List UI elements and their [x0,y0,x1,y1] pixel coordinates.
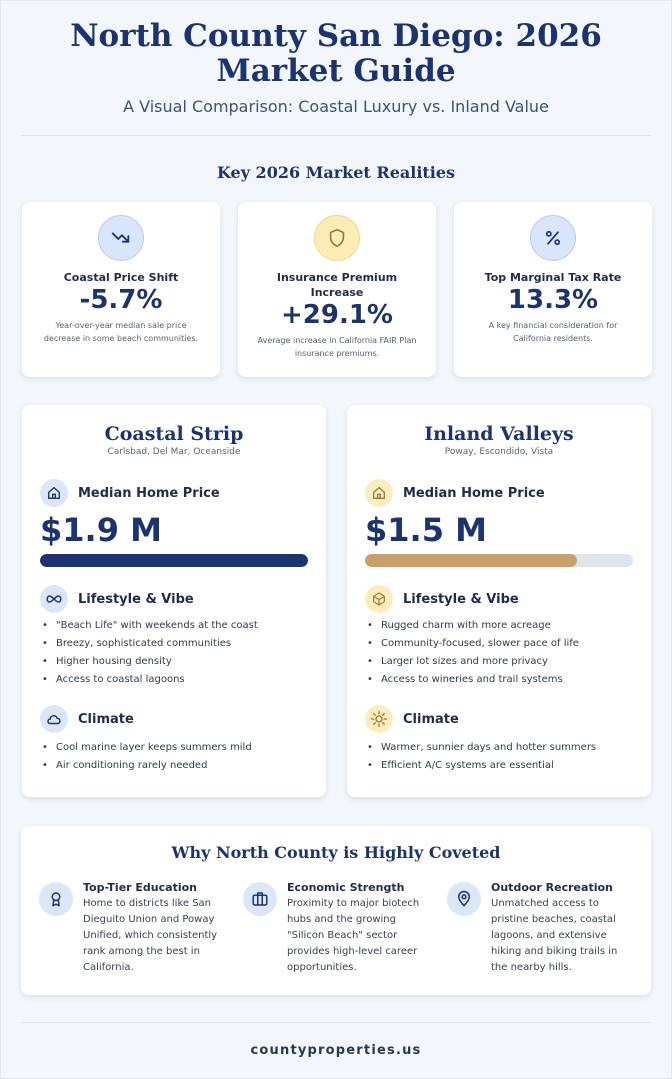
infinity-icon [40,585,68,613]
briefcase-icon [243,882,277,916]
median-price: $1.9 M [40,511,162,549]
header-divider [21,135,651,136]
mountain-icon [365,585,393,613]
list-item: • Higher housing density [42,653,326,671]
lifestyle-label: Lifestyle & Vibe [403,591,519,607]
list-item: • Access to coastal lagoons [42,671,326,689]
title-line-2: Market Guide [216,53,456,89]
list-item: • Warmer, sunnier days and hotter summers [367,739,651,757]
price-bar-track [40,554,308,567]
lifestyle-label: Lifestyle & Vibe [78,591,194,607]
lifestyle-heading [22,585,326,613]
lifestyle-list [22,617,326,689]
header [1,1,671,116]
price-bar-fill [40,554,308,567]
realities-title: Key 2026 Market Realities [216,163,456,182]
list-item: • Air conditioning rarely needed [42,757,326,775]
region-card-coastal [22,405,326,797]
trending-down-icon [98,215,144,261]
footer-divider [21,1022,651,1023]
lifestyle-list [347,617,651,689]
stat-card-tax-rate [454,202,652,377]
why-title: Why North County is Highly Coveted [171,843,501,862]
footer-site-link[interactable]: countyproperties.us [250,1043,422,1058]
stat-label: Insurance Premium Increase [276,271,398,299]
price-heading [347,479,651,507]
list-item: • Access to wineries and trail systems [367,671,651,689]
climate-heading [22,705,326,733]
climate-heading [347,705,651,733]
stat-description: Average increase in California FAIR Plan insurance premiums. [257,336,417,358]
list-item: • "Beach Life" with weekends at the coast [42,617,326,635]
region-areas: Carlsbad, Del Mar, Oceanside [107,447,241,457]
shield-icon [314,215,360,261]
list-item: • Community-focused, slower pace of life [367,635,651,653]
stat-description: Year-over-year median sale price decrease in some beach communities. [43,321,199,343]
list-item: • Larger lot sizes and more privacy [367,653,651,671]
stat-label: Coastal Price Shift [63,271,179,284]
climate-list [347,739,651,775]
list-item: • Efficient A/C systems are essential [367,757,651,775]
why-card [21,826,651,995]
map-pin-icon [447,882,481,916]
page-subtitle: A Visual Comparison: Coastal Luxury vs. Inland Value [123,97,549,116]
climate-label: Climate [403,711,459,727]
climate-label: Climate [78,711,134,727]
stat-label: Top Marginal Tax Rate [484,271,622,284]
stat-card-insurance [238,202,436,377]
region-title: Coastal Strip [104,423,244,445]
list-item: • Rugged charm with more acreage [367,617,651,635]
percent-icon [530,215,576,261]
lifestyle-heading [347,585,651,613]
why-text [491,880,631,976]
why-heading: Top-Tier Education [83,881,197,894]
why-description: Proximity to major biotech hubs and the growing "Silicon Beach" sector provides high-level career opportunities. [287,898,420,973]
cloud-icon [40,705,68,733]
home-icon [365,479,393,507]
price-label: Median Home Price [403,485,545,501]
why-text [83,880,223,976]
home-icon [40,479,68,507]
why-description: Unmatched access to pristine beaches, coastal lagoons, and extensive hiking and biking trails in the nearby hills. [491,898,618,973]
stat-value: 13.3% [507,285,599,315]
sun-icon [365,705,393,733]
why-heading: Economic Strength [287,881,405,894]
why-description: Home to districts like San Dieguito Union and Poway Unified, which consistently rank among the best in California. [83,898,218,973]
price-heading [22,479,326,507]
stat-description: A key financial consideration for California residents. [488,321,618,343]
why-heading: Outdoor Recreation [491,881,613,894]
price-label: Median Home Price [78,485,220,501]
list-item: • Cool marine layer keeps summers mild [42,739,326,757]
median-price: $1.5 M [365,511,487,549]
climate-list [22,739,326,775]
page-title [1,19,671,89]
stat-value: -5.7% [79,285,163,315]
region-title: Inland Valleys [424,423,574,445]
why-text [287,880,427,976]
region-areas: Poway, Escondido, Vista [444,447,554,457]
list-item: • Breezy, sophisticated communities [42,635,326,653]
award-icon [39,882,73,916]
price-bar-fill [365,554,577,567]
region-card-inland [347,405,651,797]
price-bar-track [365,554,633,567]
stat-card-coastal-price [22,202,220,377]
title-line-1: North County San Diego: 2026 [70,18,602,54]
stat-value: +29.1% [281,300,393,330]
